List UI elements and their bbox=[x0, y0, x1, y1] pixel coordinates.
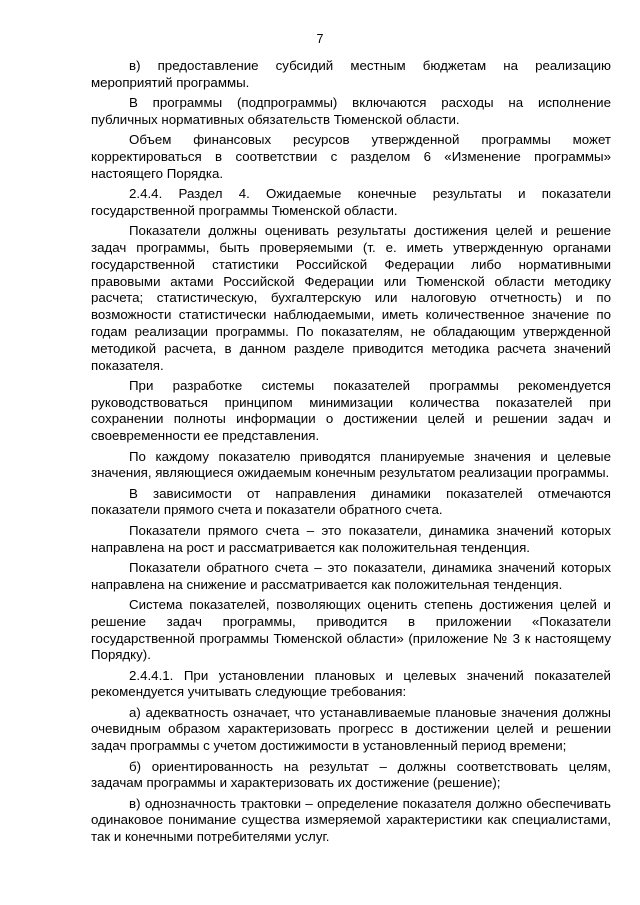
list-item-b-result-orientation: б) ориентированность на результат – должны соответствовать целям, задачам программы и характеризовать их достижение (решение); bbox=[91, 758, 611, 791]
section-heading-2-4-4-1: 2.4.4.1. При установлении плановых и целевых значений показателей рекомендуется учитывать следующие требования: bbox=[91, 667, 611, 700]
list-item-a-adequacy: а) адекватность означает, что устанавливаемые плановые значения должны очевидным образом характеризовать прогресс в достижении целей и решении задач программы с учетом достижимости в установленный период времени; bbox=[91, 704, 611, 754]
paragraph-reverse-indicators: Показатели обратного счета – это показатели, динамика значений которых направлена на снижение и рассматривается как положительная тенденция. bbox=[91, 559, 611, 592]
document-body bbox=[91, 58, 611, 850]
paragraph-indicator-system: При разработке системы показателей программы рекомендуется руководствоваться принципом минимизации количества показателей при сохранении полноты информации о достижении целей и решении задач и своевременности ее представления. bbox=[91, 377, 611, 444]
paragraph-subsidies: в) предоставление субсидий местным бюджетам на реализацию мероприятий программы. bbox=[91, 58, 611, 90]
paragraph-public-obligations: В программы (подпрограммы) включаются расходы на исполнение публичных нормативных обязательств Тюменской области. bbox=[91, 95, 611, 127]
paragraph-direct-indicators: Показатели прямого счета – это показатели, динамика значений которых направлена на рост и рассматривается как положительная тенденция. bbox=[91, 522, 611, 555]
paragraph-direction-dynamics: В зависимости от направления динамики показателей отмечаются показатели прямого счета и показатели обратного счета. bbox=[91, 485, 611, 518]
paragraph-financial-resources: Объем финансовых ресурсов утвержденной программы может корректироваться в соответствии с разделом 6 «Изменение программы» настоящего Порядка. bbox=[91, 132, 611, 181]
page-number: 7 bbox=[316, 32, 324, 46]
paragraph-indicators-requirements: Показатели должны оценивать результаты достижения целей и решение задач программы, быть проверяемыми (т. е. иметь утвержденную органами государственной статистики Российской Федерации либо нормативными правовыми актами Российской Федерации или Тюменской области методику расчета; статистическую, бухгалтерскую или налоговую отчетность) и по возможности статистически наблюдаемыми, иметь количественное значение по годам реализации программы. По показателям, не обладающим утвержденной методикой расчета, в данном разделе приводится методика расчета значений показателя. bbox=[91, 223, 611, 373]
paragraph-appendix-reference: Система показателей, позволяющих оценить степень достижения целей и решение задач программы, приводится в приложении «Показатели государственной программы Тюменской области» (приложение № 3 к настоящему Порядку). bbox=[91, 596, 611, 663]
list-item-v-unambiguity: в) однозначность трактовки – определение показателя должно обеспечивать одинаковое понимание существа измеряемой характеристики как специалистами, так и конечными потребителями услуг. bbox=[91, 795, 611, 845]
paragraph-planned-values: По каждому показателю приводятся планируемые значения и целевые значения, являющиеся ожидаемым конечным результатом реализации программы. bbox=[91, 448, 611, 481]
section-heading-4: 2.4.4. Раздел 4. Ожидаемые конечные результаты и показатели государственной программы Тюменской области. bbox=[91, 186, 611, 218]
